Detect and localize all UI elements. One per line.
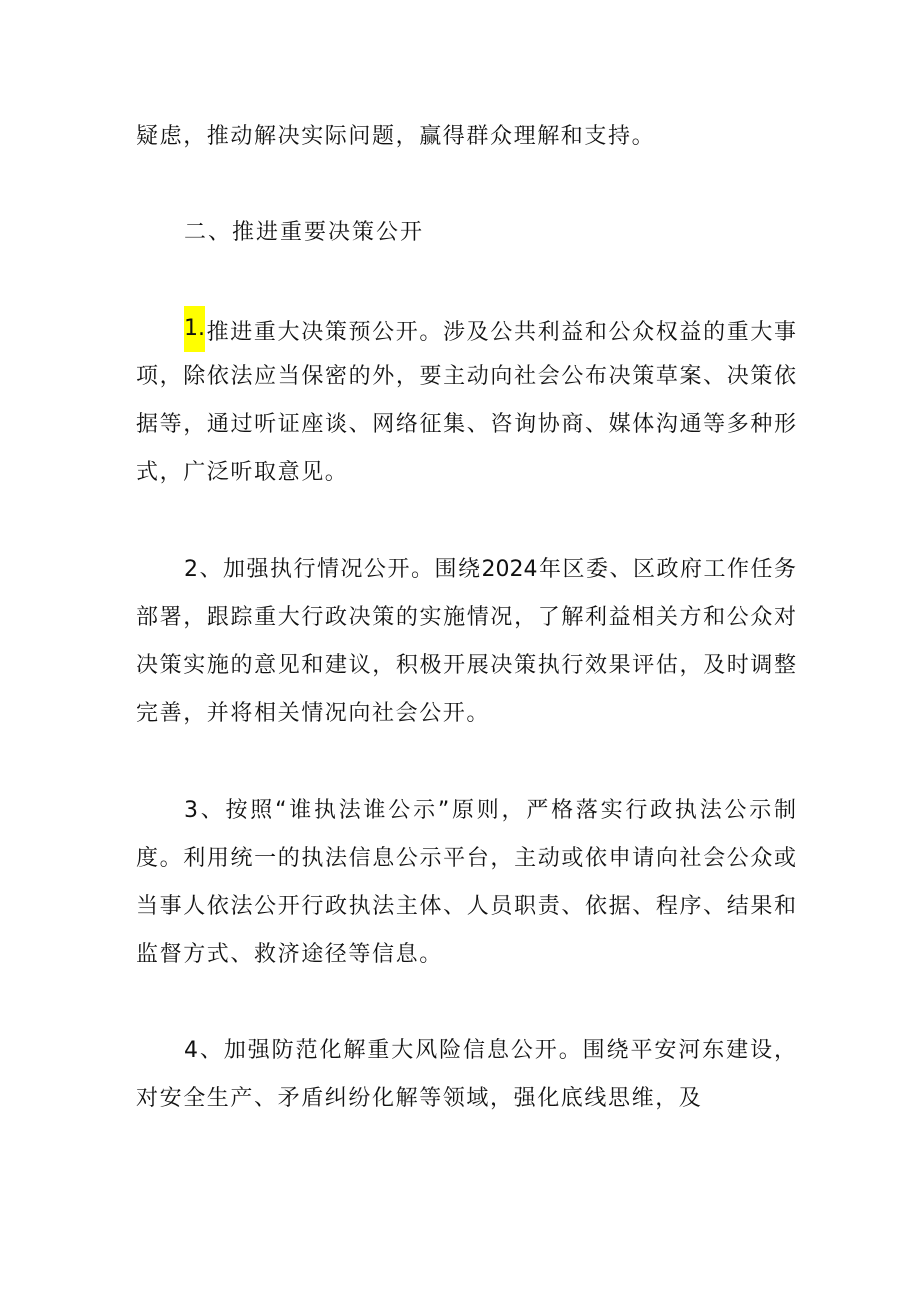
paragraph-2-first-line: 2、加强执行情况公开。围绕2024年区委、区政府工作任务 — [184, 557, 796, 582]
paragraph-3-first-line: 3、按照“谁执法谁公示”原则，严格落实行政执法公示制 — [184, 798, 796, 823]
paragraph-4-first-line: 4、加强防范化解重大风险信息公开。围绕平安河东建设， — [184, 1038, 796, 1063]
text-line: 项，除依法应当保密的外，要主动向社会公布决策草案、决策依 — [136, 364, 796, 389]
text-line: 当事人依法公开行政执法主体、人员职责、依据、程序、结果和 — [136, 894, 796, 919]
paragraph-1-first-line — [184, 314, 796, 344]
text-line: 推进重大决策预公开。涉及公共利益和公众权益的重大事 — [205, 320, 796, 345]
text-line: 疑虑，推动解决实际问题，赢得群众理解和支持。 — [136, 124, 656, 149]
text-line: 完善，并将相关情况向社会公开。 — [136, 701, 491, 726]
highlighted-list-marker: 1. — [184, 306, 205, 352]
text-line: 式，广泛听取意见。 — [136, 460, 349, 485]
text-line: 对安全生产、矛盾纠纷化解等领域，强化底线思维，及 — [136, 1086, 703, 1111]
text-line: 度。利用统一的执法信息公示平台，主动或依申请向社会公众或 — [136, 846, 796, 871]
text-line: 监督方式、救济途径等信息。 — [136, 942, 443, 967]
text-line: 决策实施的意见和建议，积极开展决策执行效果评估，及时调整 — [136, 653, 796, 678]
section-heading: 二、推进重要决策公开 — [184, 220, 425, 245]
text-line: 部署，跟踪重大行政决策的实施情况，了解利益相关方和公众对 — [136, 605, 796, 630]
text-line: 据等，通过听证座谈、网络征集、咨询协商、媒体沟通等多种形 — [136, 412, 796, 437]
